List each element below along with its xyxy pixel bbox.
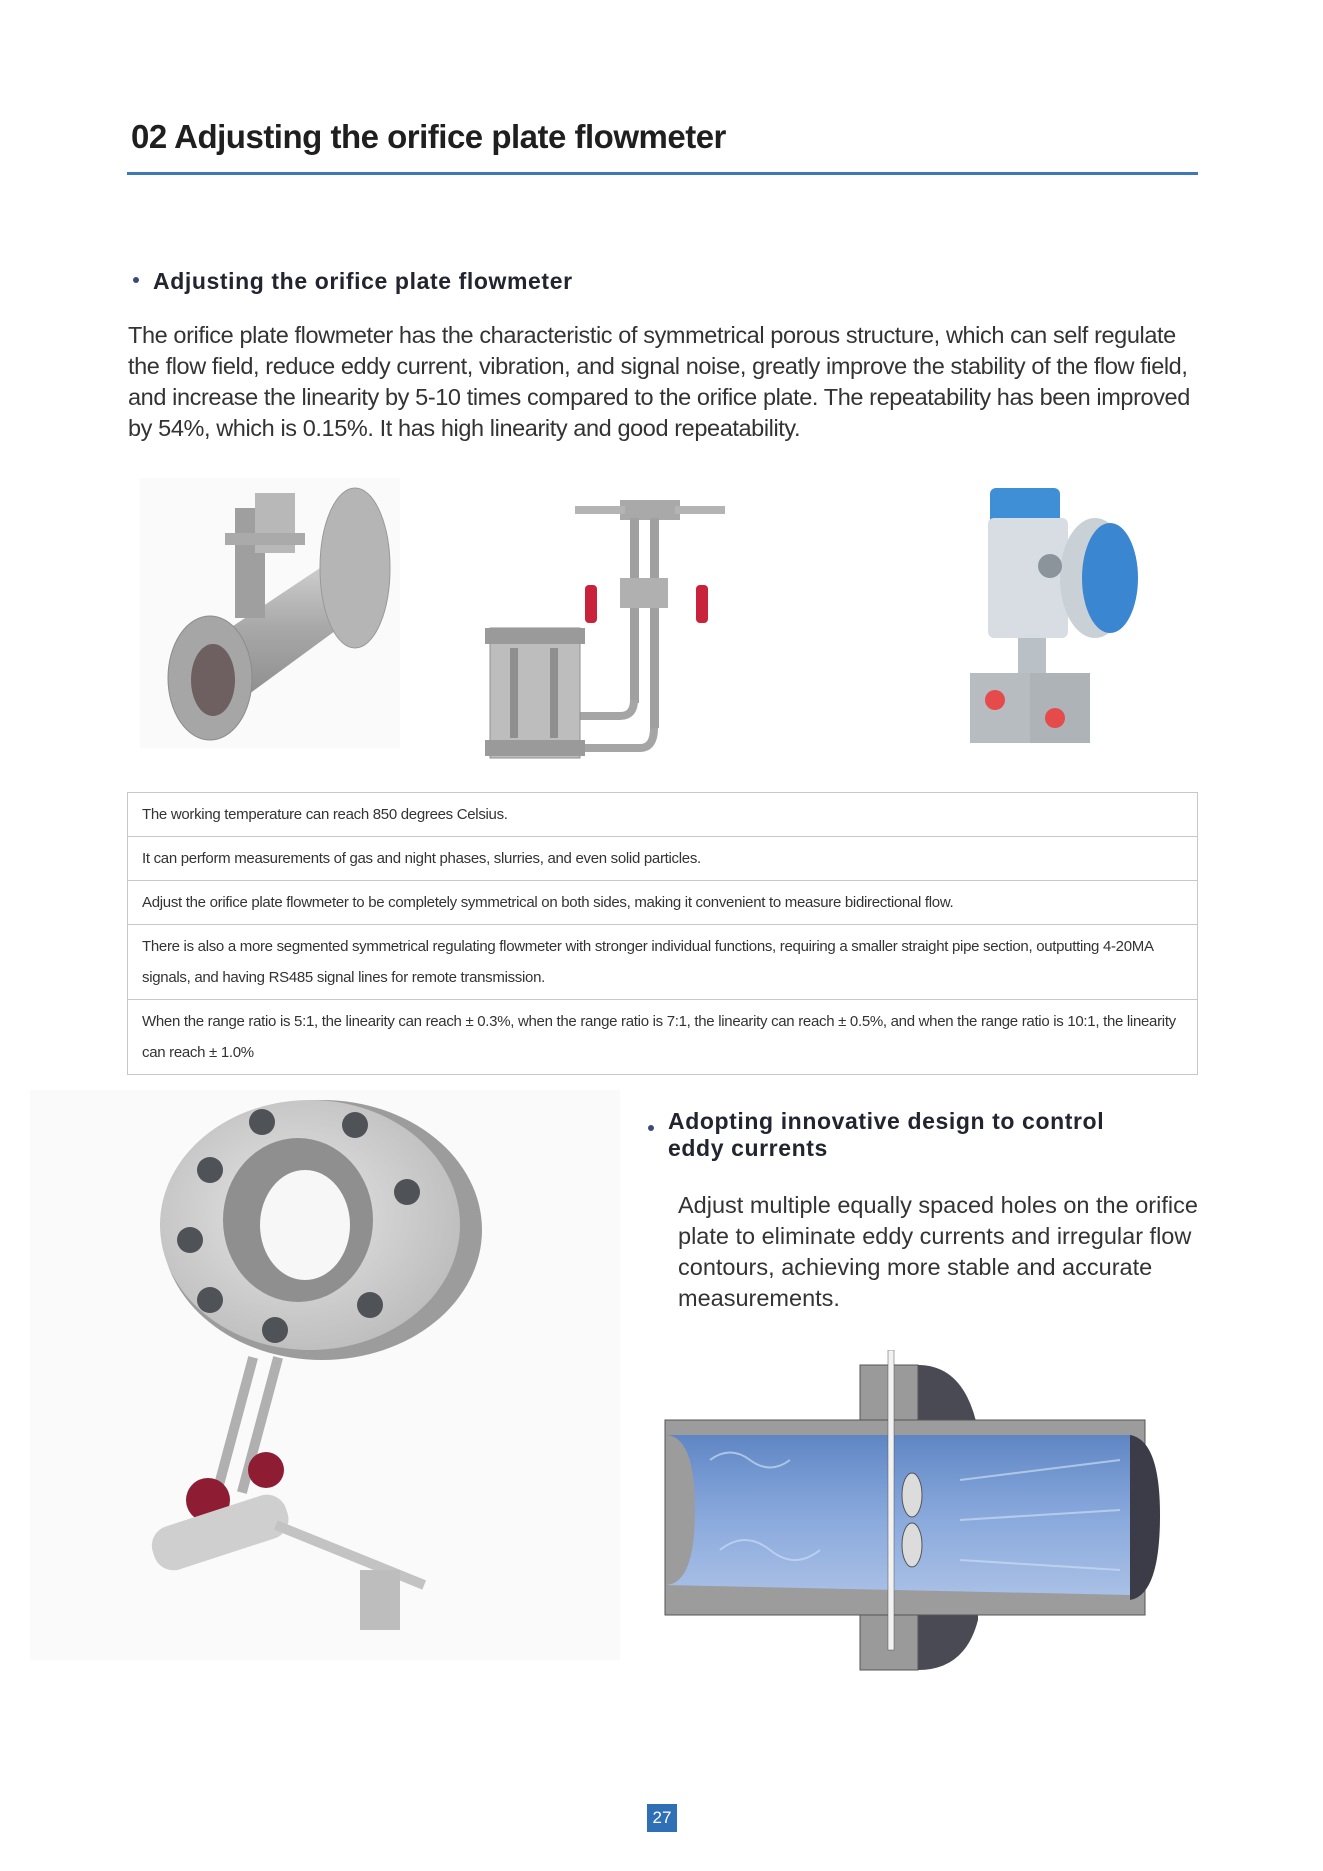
page-number: 27: [647, 1804, 677, 1832]
pipe-cross-section-diagram: [660, 1350, 1200, 1690]
table-row: [128, 793, 1198, 837]
flange-orifice-with-valves-image: [30, 1090, 620, 1660]
table-row: [128, 1000, 1198, 1075]
table-cell: It can perform measurements of gas and night phases, slurries, and even solid particles.: [128, 837, 1198, 881]
page-title: 02 Adjusting the orifice plate flowmeter: [131, 118, 726, 155]
bullet-icon: [648, 1125, 654, 1131]
section-heading-text: Adopting innovative design to control eddy currents: [668, 1108, 1105, 1161]
section-heading: [133, 268, 573, 295]
table-cell: There is also a more segmented symmetrical regulating flowmeter with stronger individual functions, requiring a smaller straight pipe section, outputting 4-20MA signals, and having RS485 signal lines for remote transmission.: [128, 925, 1198, 1000]
table-row: [128, 925, 1198, 1000]
specifications-table: [127, 792, 1198, 1075]
intro-paragraph: The orifice plate flowmeter has the characteristic of symmetrical porous structure, which can self regulate the flow field, reduce eddy current, vibration, and signal noise, greatly improve the stability of the flow field, and increase the linearity by 5-10 times compared to the orifice plate. The repeatability has been improved by 54%, which is 0.15%. It has high linearity and good repeatability.: [128, 322, 1190, 441]
table-cell: Adjust the orifice plate flowmeter to be completely symmetrical on both sides, making it convenient to measure bidirectional flow.: [128, 881, 1198, 925]
section-heading: [648, 1108, 1208, 1162]
orifice-flowmeter-assembly-image: [470, 478, 770, 788]
table-cell: The working temperature can reach 850 degrees Celsius.: [128, 793, 1198, 837]
table-row: [128, 881, 1198, 925]
table-row: [128, 837, 1198, 881]
section-heading-text: Adjusting the orifice plate flowmeter: [153, 268, 573, 294]
table-cell: When the range ratio is 5:1, the linearity can reach ± 0.3%, when the range ratio is 7:1, the linearity can reach ± 0.5%, and when the range ratio is 10:1, the linearity can reach ± 1.0%: [128, 1000, 1198, 1075]
bullet-icon: [133, 277, 139, 283]
orifice-flowmeter-pipe-image: [140, 478, 400, 748]
pressure-transmitter-image: [960, 478, 1170, 758]
title-divider: [127, 172, 1198, 175]
section-paragraph: Adjust multiple equally spaced holes on the orifice plate to eliminate eddy currents and irregular flow contours, achieving more stable and accurate measurements.: [678, 1192, 1198, 1311]
